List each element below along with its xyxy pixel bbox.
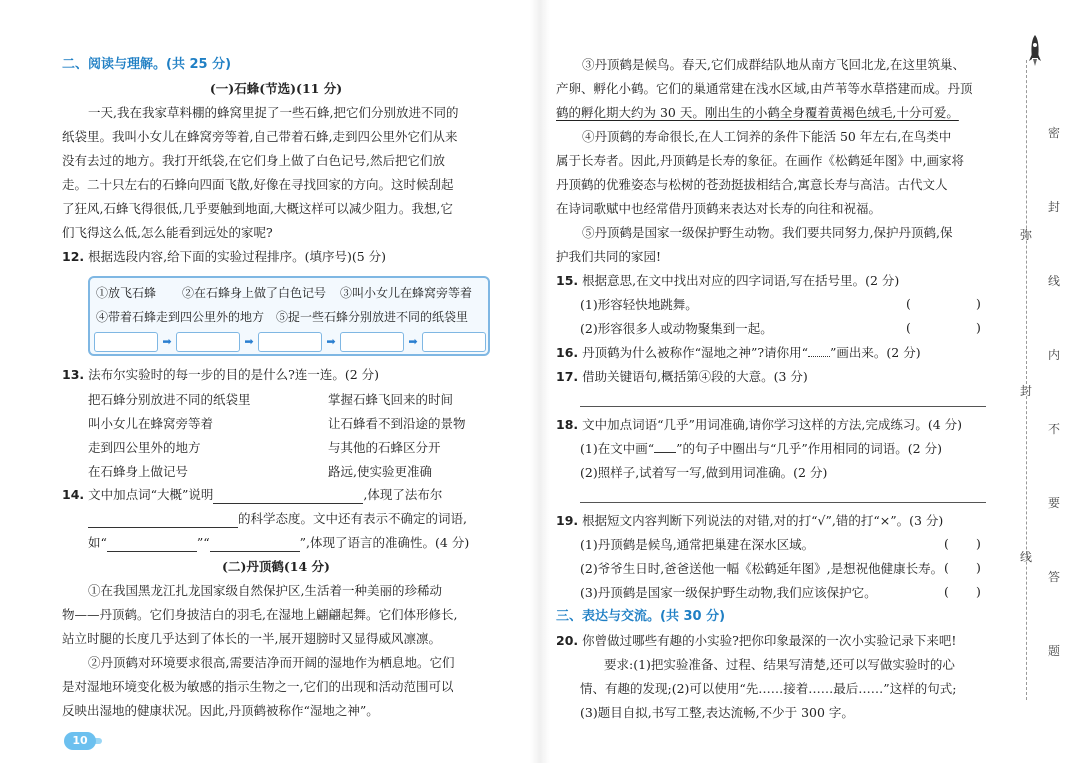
question-text: 根据选段内容,给下面的实验过程排序。(填序号)(5 分) xyxy=(88,249,387,264)
question-13 xyxy=(62,366,379,384)
question-number: 19. xyxy=(556,513,579,528)
q20-requirement-3: (3)题目自拟,书写工整,表达流畅,不少于 300 字。 xyxy=(580,705,854,720)
match-right-item[interactable]: 路远,使实验更准确 xyxy=(328,464,432,479)
question-text: 丹顶鹤为什么被称作“湿地之神”?请你用“ xyxy=(582,345,809,360)
passage-2-line: 反映出湿地的健康状况。因此,丹顶鹤被称作“湿地之神”。 xyxy=(62,703,379,718)
match-right-item[interactable]: 掌握石蜂飞回来的时间 xyxy=(328,392,454,407)
section-3-title: 三、表达与交流。(共 30 分) xyxy=(556,609,726,624)
question-17 xyxy=(556,368,808,386)
answer-line[interactable] xyxy=(580,406,986,407)
answer-blank[interactable] xyxy=(88,514,238,528)
question-14 xyxy=(62,486,442,504)
margin-char: 封 xyxy=(1048,200,1061,214)
passage-2-line: 鹤的孵化期大约为 30 天。刚出生的小鹤全身覆着黄褐色绒毛,十分可爱。 xyxy=(556,105,959,120)
option-3: ③叫小女儿在蜂窝旁等着 xyxy=(340,286,473,300)
passage-2-line: 属于长寿者。因此,丹顶鹤是长寿的象征。在画作《松鹤延年图》中,画家将 xyxy=(556,153,964,168)
margin-char: 内 xyxy=(1048,348,1061,362)
paren-open: ( xyxy=(906,320,911,335)
question-number: 17. xyxy=(556,369,579,384)
question-12 xyxy=(62,248,386,266)
match-right-item[interactable]: 让石蜂看不到沿途的景物 xyxy=(328,416,466,431)
question-20 xyxy=(556,632,956,650)
option-2: ②在石蜂身上做了白色记号 xyxy=(182,286,327,300)
underline-sample xyxy=(654,441,676,453)
passage-2-line: ④丹顶鹤的寿命很长,在人工饲养的条件下能活 50 年左右,在鸟类中 xyxy=(582,129,952,144)
answer-slot-5[interactable] xyxy=(422,332,486,352)
question-text: 文中加点词“大概”说明 xyxy=(88,487,214,502)
q19-item-1: (1)丹顶鹤是候鸟,通常把巢建在深水区域。 xyxy=(580,537,815,552)
answer-slot-3[interactable] xyxy=(258,332,322,352)
rocket-icon xyxy=(1028,34,1042,68)
match-right-item[interactable]: 与其他的石蜂区分开 xyxy=(328,440,441,455)
paren-close: ) xyxy=(976,560,981,575)
question-text: ”的句子中圈出与“几乎”作用相同的词语。(2 分) xyxy=(676,441,942,456)
passage-1-title: (一)石蜂(节选)(11 分) xyxy=(209,81,343,96)
q20-requirement-1: 要求:(1)把实验准备、过程、结果写清楚,还可以写做实验时的心 xyxy=(604,657,955,672)
question-14-line-3 xyxy=(88,534,469,552)
question-number: 20. xyxy=(556,633,579,648)
question-number: 12. xyxy=(62,249,85,264)
question-15 xyxy=(556,272,899,290)
paren-close: ) xyxy=(976,536,981,551)
passage-2-line: ⑤丹顶鹤是国家一级保护野生动物。我们要共同努力,保护丹顶鹤,保 xyxy=(582,225,953,240)
question-number: 14. xyxy=(62,487,85,502)
answer-slot-4[interactable] xyxy=(340,332,404,352)
passage-1-line: 走。二十只左右的石蜂向四面飞散,好像在寻找回家的方向。这时候刮起 xyxy=(62,177,454,192)
question-text: 根据意思,在文中找出对应的四字词语,写在括号里。(2 分) xyxy=(582,273,900,288)
paren-close: ) xyxy=(976,320,981,335)
match-left-item[interactable]: 把石蜂分别放进不同的纸袋里 xyxy=(88,392,251,407)
paren-open: ( xyxy=(906,296,911,311)
question-text: ”画出来。(2 分) xyxy=(830,345,921,360)
arrow-right-icon: ➡ xyxy=(326,335,336,348)
paren-close: ) xyxy=(976,296,981,311)
q19-item-3: (3)丹顶鹤是国家一级保护野生动物,我们应该保护它。 xyxy=(580,585,877,600)
passage-2-title: (二)丹顶鹤(14 分) xyxy=(222,559,330,574)
book-spine-shadow xyxy=(530,0,550,763)
answer-blank[interactable] xyxy=(213,490,363,504)
q18-sub-2: (2)照样子,试着写一写,做到用词准确。(2 分) xyxy=(580,465,828,480)
q15-item-1: (1)形容轻快地跳舞。 xyxy=(580,297,698,312)
question-number: 13. xyxy=(62,367,85,382)
passage-2-line: ①在我国黑龙江扎龙国家级自然保护区,生活着一种美丽的珍稀动 xyxy=(88,583,442,598)
paren-close: ) xyxy=(976,584,981,599)
q15-item-2: (2)形容很多人或动物聚集到一起。 xyxy=(580,321,773,336)
question-text: ”“ xyxy=(196,535,210,550)
passage-2-line: 物——丹顶鹤。它们身披洁白的羽毛,在湿地上翩翩起舞。它们体形修长, xyxy=(62,607,458,622)
section-2-title: 二、阅读与理解。(共 25 分) xyxy=(62,57,232,72)
question-19 xyxy=(556,512,943,530)
paren-open: ( xyxy=(944,584,949,599)
question-number: 18. xyxy=(556,417,579,432)
passage-2-line: 丹顶鹤的优雅姿态与松树的苍劲挺拔相结合,寓意长寿与高洁。古代文人 xyxy=(556,177,948,192)
ordering-box xyxy=(88,276,490,356)
question-18 xyxy=(556,416,962,434)
question-text: 借助关键语句,概括第④段的大意。(3 分) xyxy=(582,369,808,384)
option-1: ①放飞石蜂 xyxy=(96,286,157,300)
question-number: 16. xyxy=(556,345,579,360)
paren-open: ( xyxy=(944,536,949,551)
question-text: 你曾做过哪些有趣的小实验?把你印象最深的一次小实验记录下来吧! xyxy=(582,633,957,648)
seal-line xyxy=(1026,60,1027,700)
answer-blank[interactable] xyxy=(210,538,300,552)
passage-2-line: 是对湿地环境变化极为敏感的指示生物之一,它们的出现和活动范围可以 xyxy=(62,679,454,694)
question-text: (1)在文中画“ xyxy=(580,441,655,456)
passage-2-line: ③丹顶鹤是候鸟。春天,它们成群结队地从南方飞回北龙,在这里筑巢、 xyxy=(582,57,965,72)
passage-1-line: 们飞得这么低,怎么能看到远处的家呢? xyxy=(62,225,273,240)
passage-2-line: 在诗词歌赋中也经常借丹顶鹤来表达对长寿的向往和祝福。 xyxy=(556,201,882,216)
margin-char: 答 xyxy=(1048,570,1061,584)
question-14-line-2 xyxy=(88,510,467,528)
option-4: ④带着石蜂走到四公里外的地方 xyxy=(96,310,265,324)
question-16 xyxy=(556,344,921,362)
match-left-item[interactable]: 走到四公里外的地方 xyxy=(88,440,201,455)
passage-2-line: 站立时腿的长度几乎达到了体长的一半,展开翅膀时又显得威风凛凛。 xyxy=(62,631,441,646)
option-5: ⑤捉一些石蜂分别放进不同的纸袋里 xyxy=(276,310,469,324)
passage-1-line: 纸袋里。我叫小女儿在蜂窝旁等着,自己带着石蜂,走到四公里外它们从来 xyxy=(62,129,458,144)
margin-char: 密 xyxy=(1048,126,1061,140)
answer-slot-1[interactable] xyxy=(94,332,158,352)
question-text: 如“ xyxy=(88,535,107,550)
question-text: 的科学态度。文中还有表示不确定的词语, xyxy=(238,511,467,526)
arrow-right-icon: ➡ xyxy=(408,335,418,348)
seal-label: 线 xyxy=(1020,550,1033,564)
passage-1-line: 一天,我在我家草料棚的蜂窝里捉了一些石蜂,把它们分别放进不同的 xyxy=(88,105,459,120)
margin-char: 线 xyxy=(1048,274,1061,288)
arrow-right-icon: ➡ xyxy=(162,335,172,348)
match-left-item[interactable]: 叫小女儿在蜂窝旁等着 xyxy=(88,416,214,431)
match-left-item[interactable]: 在石蜂身上做记号 xyxy=(88,464,189,479)
question-text: 文中加点词语“几乎”用词准确,请你学习这样的方法,完成练习。(4 分) xyxy=(582,417,963,432)
question-text: 根据短文内容判断下列说法的对错,对的打“√”,错的打“×”。(3 分) xyxy=(582,513,944,528)
answer-slot-2[interactable] xyxy=(176,332,240,352)
margin-char: 要 xyxy=(1048,496,1061,510)
question-text: ,体现了法布尔 xyxy=(363,487,443,502)
margin-char: 题 xyxy=(1048,644,1061,658)
page-number: 10 xyxy=(64,732,96,750)
question-text: 法布尔实验时的每一步的目的是什么?连一连。(2 分) xyxy=(88,367,380,382)
answer-blank[interactable] xyxy=(107,538,197,552)
passage-2-line: ②丹顶鹤对环境要求很高,需要洁净而开阔的湿地作为栖息地。它们 xyxy=(88,655,455,670)
passage-1-line: 没有去过的地方。我打开纸袋,在它们身上做了白色记号,然后把它们放 xyxy=(62,153,445,168)
wavy-underline-sample xyxy=(808,345,830,357)
seal-label: 弥 xyxy=(1020,228,1033,242)
q18-sub-1 xyxy=(580,440,942,458)
margin-char: 不 xyxy=(1048,422,1061,436)
question-text: ”,体现了语言的准确性。(4 分) xyxy=(299,535,470,550)
paren-open: ( xyxy=(944,560,949,575)
passage-2-line: 护我们共同的家园! xyxy=(556,249,662,264)
q19-item-2: (2)爷爷生日时,爸爸送他一幅《松鹤延年图》,是想祝他健康长寿。 xyxy=(580,561,944,576)
passage-1-line: 了狂风,石蜂飞得很低,几乎要触到地面,大概这样可以减少阻力。我想,它 xyxy=(62,201,453,216)
seal-label: 封 xyxy=(1020,384,1033,398)
question-number: 15. xyxy=(556,273,579,288)
passage-2-line: 产卵、孵化小鹤。它们的巢通常建在浅水区域,由芦苇等水草搭建而成。丹顶 xyxy=(556,81,973,96)
answer-line[interactable] xyxy=(580,502,986,503)
arrow-right-icon: ➡ xyxy=(244,335,254,348)
q20-requirement-2: 情、有趣的发现;(2)可以使用“先……接着……最后……”这样的句式; xyxy=(580,681,957,696)
